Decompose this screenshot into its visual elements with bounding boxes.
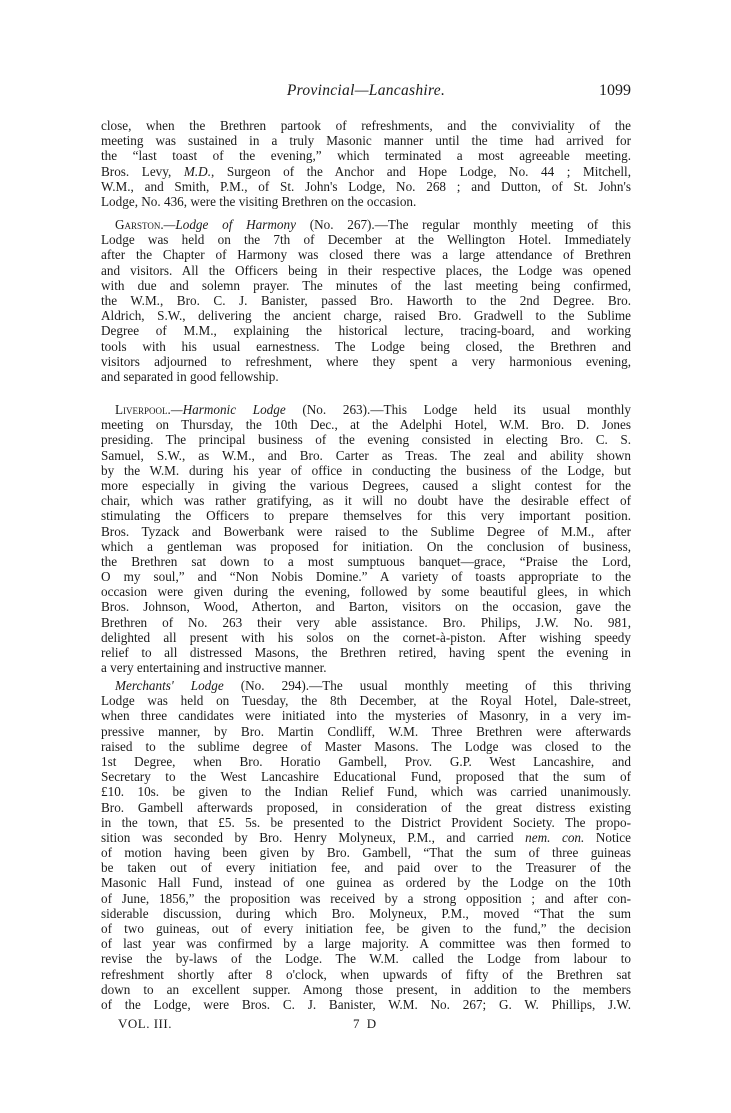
text-line: £10. 10s. be given to the Indian Relief Fund, which was carried unanimously. [101, 784, 631, 800]
text-line [101, 678, 631, 693]
text-line: meeting was sustained in a truly Masonic manner until the time had arrived for [101, 133, 631, 149]
text-line: occasion were given during the evening, followed by some beautiful glees, in which [101, 584, 631, 600]
text-line: relief to all distressed Masons, the Brethren retired, having spent the evening in [101, 645, 631, 660]
text-line: pressive manner, by Bro. Martin Condliff, W.M. Three Brethren were afterwards [101, 723, 631, 739]
line-text: (No. 263).—This Lodge held its usual monthly [285, 402, 631, 417]
text-line: be taken out of every initiation fee, and paid over to the Treasurer of the [101, 860, 631, 876]
page-footer [118, 1016, 638, 1034]
text-line: Masonic Hall Fund, instead of one guinea as ordered by the Lodge on the 10th [101, 875, 631, 891]
text-line: 1st Degree, when Bro. Horatio Gambell, Prov. G.P. West Lancashire, and [101, 753, 631, 769]
text-line: down to an excellent supper. Among those present, in addition to the members [101, 981, 631, 997]
text-line: close, when the Brethren partook of refreshments, and the conviviality of the [101, 118, 631, 133]
lodge-name: —Harmonic Lodge [170, 402, 286, 417]
text-line: presiding. The principal business of the evening consisted in electing Bro. C. S. [101, 432, 631, 448]
text-line: delighted all present with his solos on the cornet-à-piston. After wishing speedy [101, 629, 631, 645]
text-line: a very entertaining and instructive manner. [101, 660, 327, 676]
place-name: Liverpool. [115, 402, 171, 417]
line-text: (No. 294).—The usual monthly meeting of this thriving [223, 678, 631, 693]
text-line: of motion having been given by Bro. Gambell, “That the sum of three guineas [101, 845, 631, 861]
line-text: , Surgeon of the Anchor and Hope Lodge, No. 44 ; Mitchell, [211, 163, 631, 179]
text-line: Degree of M.M., explaining the historical lecture, tracing-board, and working [101, 323, 631, 339]
text-line: the W.M., Bro. C. J. Banister, passed Bro. Haworth to the 2nd Degree. Bro. [101, 292, 631, 308]
text-line: Lodge was held on Tuesday, the 8th December, at the Royal Hotel, Dale-street, [101, 693, 631, 709]
text-line: visitors adjourned to refreshment, where they spent a very harmonious evening, [101, 353, 631, 369]
text-line: tools with his usual earnestness. The Lodge being closed, the Brethren and [101, 338, 631, 354]
text-line [101, 164, 631, 179]
text-line: Bro. Gambell afterwards proposed, in consideration of the great distress existing [101, 799, 631, 815]
text-line: Lodge was held on the 7th of December at the Wellington Hotel. Immediately [101, 232, 631, 248]
line-text: sition was seconded by Bro. Henry Molyneux, P.M., and carried [101, 829, 526, 845]
text-line: Brethren of No. 263 their very able assistance. Bro. Philips, J.W. No. 981, [101, 614, 631, 630]
text-line: Aldrich, S.W., delivering the ancient charge, raised Bro. Gradwell to the Sublime [101, 308, 631, 324]
text-line: of the Lodge, were Bros. C. J. Banister, W.M. No. 267; G. W. Phillips, J.W. [101, 996, 631, 1012]
text-line: revise the by-laws of the Lodge. The W.M. called the Lodge from labour to [101, 951, 631, 967]
paragraph-garston [101, 217, 631, 384]
text-line: more especially in giving the various Degrees, caused a slight contest for the [101, 477, 631, 493]
text-line: Bros. Tyzack and Bowerbank were raised to the Sublime Degree of M.M., after [101, 523, 631, 539]
text-line: Lodge, No. 436, were the visiting Brethren on the occasion. [101, 193, 417, 209]
line-text: (No. 267).—The regular monthly meeting of this [295, 217, 631, 232]
text-line: O my soul,” and “Non Nobis Domine.” A variety of toasts appropriate to the [101, 569, 631, 585]
text-line: after the Chapter of Harmony was closed there was a large attendance of Brethren [101, 247, 631, 263]
text-line: siderable discussion, during which Bro. Molyneux, P.M., moved “That the sum [101, 905, 631, 921]
italic-text: nem. con. [525, 829, 585, 845]
signature-mark: 7 D [353, 1016, 379, 1031]
text-line: stimulating the Officers to prepare themselves for this very important position. [101, 508, 631, 524]
text-line: and visitors. All the Officers being in their respective places, the Lodge was opened [101, 262, 631, 278]
text-line: of two guineas, out of every initiation fee, be given to the fund,” the decision [101, 921, 631, 936]
volume-label: VOL. III. [118, 1016, 172, 1031]
text-line: raised to the sublime degree of Master Masons. The Lodge was closed to the [101, 738, 631, 754]
text-line: the “last toast of the evening,” which terminated a most agreeable meeting. [101, 148, 631, 164]
text-line [101, 830, 631, 845]
text-line: chair, which was rather gratifying, as it will no doubt have the desirable effect of [101, 493, 631, 509]
text-line: Bros. Johnson, Wood, Atherton, and Barton, visitors on the occasion, gave the [101, 599, 631, 615]
text-line: which a gentleman was proposed for initiation. On the conclusion of business, [101, 538, 631, 554]
text-line: of last year was confirmed by a large majority. A committee was then formed to [101, 936, 631, 952]
text-line: refreshment shortly after 8 o'clock, when upwards of fifty of the Brethren sat [101, 966, 631, 982]
paragraph-liverpool [101, 402, 631, 675]
text-line: by the W.M. during his year of office in conducting the business of the Lodge, but [101, 462, 631, 478]
text-line: the Brethren sat down to a most sumptuous banquet—grace, “Praise the Lord, [101, 553, 631, 569]
running-title: Provincial—Lancashire. [286, 82, 446, 99]
lodge-name: Merchants' Lodge [115, 678, 224, 693]
text-line: in the town, that £5. 5s. be presented to the District Provident Society. The propo- [101, 814, 631, 830]
lodge-name: —Lodge of Harmony [163, 217, 296, 232]
line-text: Notice [584, 829, 632, 845]
italic-text: M.D. [183, 163, 211, 179]
page-header [101, 82, 631, 102]
text-line: W.M., and Smith, P.M., of St. John's Lodge, No. 268 ; and Dutton, of St. John's [101, 178, 631, 194]
text-line: and separated in good fellowship. [101, 368, 279, 384]
page-number: 1099 [599, 82, 631, 99]
text-line [101, 402, 631, 417]
paragraph-continuation [101, 118, 631, 209]
text-line: with due and solemn prayer. The minutes of the last meeting being confirmed, [101, 277, 631, 293]
paragraph-merchants-lodge [101, 678, 631, 1012]
text-line: when three candidates were initiated into the mysteries of Masonry, in a very im- [101, 708, 631, 724]
text-line: Samuel, S.W., as W.M., and Bro. Carter as Treas. The zeal and ability shown [101, 447, 631, 463]
text-line: of June, 1856,” the proposition was received by a strong opposition ; and after con- [101, 890, 631, 906]
line-text: Bros. Levy, [101, 163, 184, 179]
place-name: Garston. [115, 217, 164, 232]
text-line: meeting on Thursday, the 10th Dec., at the Adelphi Hotel, W.M. Bro. D. Jones [101, 417, 631, 433]
text-line: Secretary to the West Lancashire Educational Fund, proposed that the sum of [101, 769, 631, 785]
text-line [101, 217, 631, 232]
